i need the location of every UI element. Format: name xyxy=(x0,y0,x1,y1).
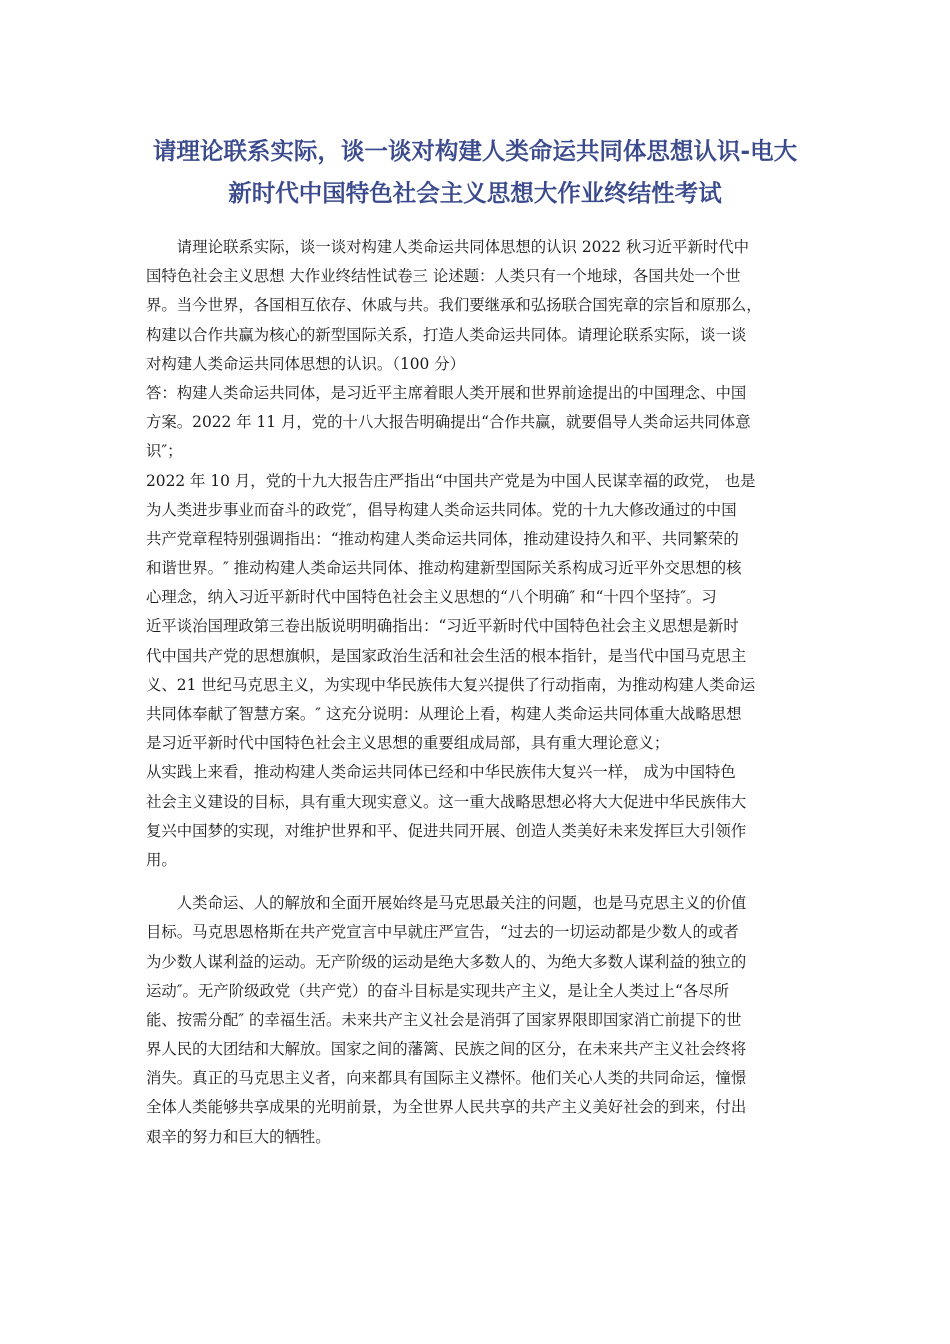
text-line: 用。 xyxy=(146,850,177,869)
text-line: 人类命运、人的解放和全面开展始终是马克思最关注的问题，也是马克思主义的价值 xyxy=(146,894,747,913)
text-line: 艰辛的努力和巨大的牺牲。 xyxy=(146,1127,331,1146)
text-line: 共产党章程特别强调指出：“推动构建人类命运共同体，推动建设持久和平、共同繁荣的 xyxy=(146,529,739,548)
text-line: 运动″。无产阶级政党（共产党）的奋斗目标是实现共产主义，是让全人类过上“各尽所 xyxy=(146,981,730,1000)
text-line: 社会主义建设的目标，具有重大现实意义。这一重大战略思想必将大大促进中华民族伟大 xyxy=(146,792,747,811)
text-line: 从实践上来看，推动构建人类命运共同体已经和中华民族伟大复兴一样， 成为中国特色 xyxy=(146,763,736,782)
text-line: 目标。马克思恩格斯在共产党宣言中早就庄严宣告，“过去的一切运动都是少数人的或者 xyxy=(146,923,739,942)
text-line: 识″； xyxy=(146,442,183,461)
text-line: 2022 年 10 月，党的十九大报告庄严指出“中国共产党是为中国人民谋幸福的政党， 也是 xyxy=(146,471,756,490)
paragraph xyxy=(146,467,814,759)
text-line: 近平谈治国理政第三卷出版说明明确指出：“习近平新时代中国特色社会主义思想是新时 xyxy=(146,617,739,636)
text-line: 是习近平新时代中国特色社会主义思想的重要组成局部，具有重大理论意义； xyxy=(146,734,670,753)
text-line: 消失。真正的马克思主义者，向来都具有国际主义襟怀。他们关心人类的共同命运，憧憬 xyxy=(146,1069,747,1088)
paragraph xyxy=(146,233,814,379)
title-line-1: 请理论联系实际，谈一谈对构建人类命运共同体思想认识-电大 xyxy=(152,137,798,165)
text-line: 界。当今世界，各国相互依存、休戚与共。我们要继承和弘扬联合国宪章的宗旨和原那么， xyxy=(146,296,762,315)
text-line: 为人类进步事业而奋斗的政党″，倡导构建人类命运共同体。党的十九大修改通过的中国 xyxy=(146,500,737,519)
document-title xyxy=(110,130,840,214)
paragraph xyxy=(146,889,814,1152)
text-line: 国特色社会主义思想 大作业终结性试卷三 论述题：人类只有一个地球，各国共处一个世 xyxy=(146,267,741,286)
text-line: 代中国共产党的思想旗帜，是国家政治生活和社会生活的根本指针，是当代中国马克思主 xyxy=(146,646,747,665)
text-line: 全体人类能够共享成果的光明前景，为全世界人民共享的共产主义美好社会的到来，付出 xyxy=(146,1098,747,1117)
text-line: 答：构建人类命运共同体，是习近平主席着眼人类开展和世界前途提出的中国理念、中国 xyxy=(146,383,747,402)
text-line: 请理论联系实际，谈一谈对构建人类命运共同体思想的认识 2022 秋习近平新时代中 xyxy=(146,238,750,256)
paragraph xyxy=(146,379,814,467)
text-line: 共同体奉献了智慧方案。″ 这充分说明：从理论上看，构建人类命运共同体重大战略思想 xyxy=(146,705,742,723)
title-line-2: 新时代中国特色社会主义思想大作业终结性考试 xyxy=(228,179,722,207)
text-line: 心理念，纳入习近平新时代中国特色社会主义思想的“八个明确″ 和“十四个坚持″。习 xyxy=(146,588,717,607)
text-line: 构建以合作共赢为核心的新型国际关系，打造人类命运共同体。请理论联系实际，谈一谈 xyxy=(146,325,747,344)
text-line: 复兴中国梦的实现，对维护世界和平、促进共同开展、创造人类美好未来发挥巨大引领作 xyxy=(146,821,747,840)
text-line: 义、21 世纪马克思主义，为实现中华民族伟大复兴提供了行动指南，为推动构建人类命运 xyxy=(146,675,756,694)
text-line: 对构建人类命运共同体思想的认识。（100 分） xyxy=(146,354,465,373)
text-line: 方案。2022 年 11 月，党的十八大报告明确提出“合作共赢，就要倡导人类命运共同体意 xyxy=(146,413,751,432)
text-line: 能、按需分配″ 的幸福生活。未来共产主义社会是消弭了国家界限即国家消亡前提下的世 xyxy=(146,1010,742,1029)
text-line: 为少数人谋利益的运动。无产阶级的运动是绝大多数人的、为绝大多数人谋利益的独立的 xyxy=(146,952,747,971)
text-line: 和谐世界。″ 推动构建人类命运共同体、推动构建新型国际关系构成习近平外交思想的核 xyxy=(146,559,742,578)
paragraph xyxy=(146,758,814,875)
document-body xyxy=(146,233,814,1152)
text-line: 界人民的大团结和大解放。国家之间的藩篱、民族之间的区分，在未来共产主义社会终将 xyxy=(146,1040,747,1059)
paragraph-gap xyxy=(146,875,814,889)
